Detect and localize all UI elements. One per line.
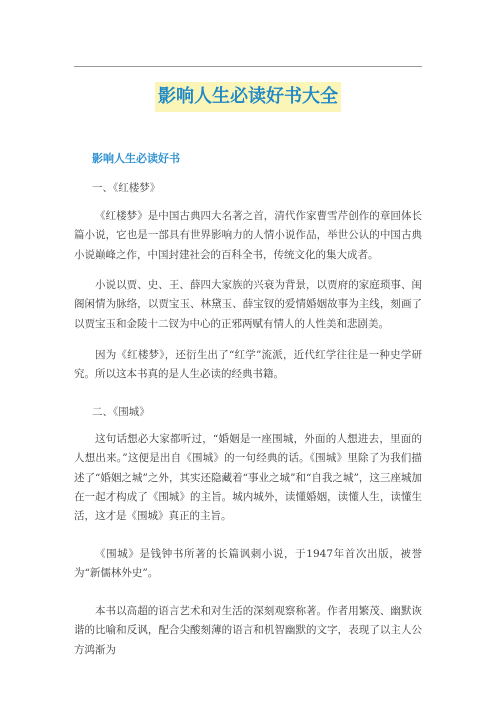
title-highlight (155, 82, 341, 112)
paragraph: 小说以贾、史、王、薛四大家族的兴衰为背景，以贾府的家庭琐事、闺阁闲情为脉络，以贾宝玉、林黛玉、薛宝钗的爱情婚姻故事为主线，刻画了以贾宝玉和金陵十二钗为中心的正邪两赋有情人的人性美和悲剧美。 (74, 279, 422, 330)
paragraph: 《红楼梦》是中国古典四大名著之首，清代作家曹雪芹创作的章回体长篇小说，它也是一部具有世界影响力的人情小说作品，举世公认的中国古典小说巅峰之作，中国封建社会的百科全书，传统文化的集大成者。 (74, 210, 422, 261)
paragraph: 这句话想必大家都听过，“婚姻是一座围城，外面的人想进去，里面的人想出来。”这便是出自《围城》的一句经典的话。《围城》里除了为我们描述了“婚姻之城”之外，其实还隐藏着“事业之城”和“自我之城”，这三座城加在一起才构成了《围城》的主旨。城内城外，读懂婚姻，读懂人生，读懂生活，这才是《围城》真正的主旨。 (74, 433, 422, 523)
section-heading-2: 二、《围城》 (92, 406, 150, 418)
document-subtitle: 影响人生必读好书 (92, 152, 180, 165)
document-title: 影响人生必读好书大全 (158, 86, 338, 107)
paragraph: 《围城》是钱钟书所著的长篇讽刺小说，于1947年首次出版，被誉为“新儒林外史”。 (74, 548, 422, 580)
header-rule (74, 66, 422, 67)
paragraph: 因为《红楼梦》，还衍生出了“红学”流派，近代红学往往是一种史学研究。所以这本书真的是人生必读的经典书籍。 (74, 349, 422, 381)
paragraph: 本书以高超的语言艺术和对生活的深刻观察称著。作者用繁茂、幽默诙谐的比喻和反讽，配合尖酸刻薄的语言和机智幽默的文字，表现了以主人公方鸿渐为 (74, 605, 422, 656)
section-heading-1: 一、《红楼梦》 (92, 182, 161, 194)
